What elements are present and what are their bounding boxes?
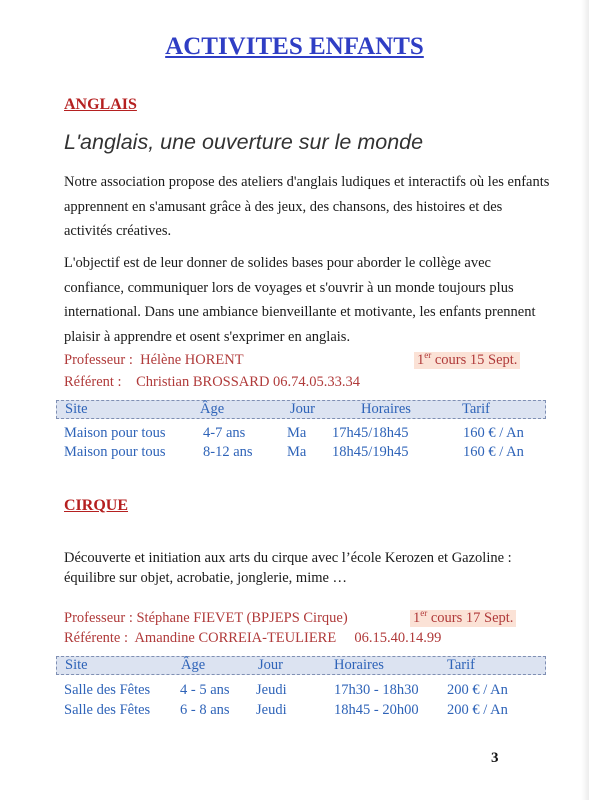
anglais-row1-jour: Ma: [287, 425, 307, 441]
cirque-col-tarif: Tarif: [447, 657, 475, 673]
page-title: ACTIVITES ENFANTS: [165, 33, 424, 60]
anglais-paragraph-2: L'objectif est de leur donner de solides bases pour aborder le collège avec confiance, communiquer lors de voyages et s'ouvrir à un monde toujours plus international. Dans une ambiance bienveillante et motivante, les enfants prennent plaisir à apprendre et osent s'exprimer en anglais.: [64, 255, 536, 345]
cirque-row2-tarif: 200 € / An: [447, 702, 508, 718]
anglais-row2-age: 8-12 ans: [203, 444, 253, 460]
cirque-row2-horaires: 18h45 - 20h00: [334, 702, 419, 718]
cirque-first-course-num: 1: [413, 610, 421, 626]
page-number: 3: [491, 750, 499, 766]
cirque-row2-site: Salle des Fêtes: [64, 702, 151, 718]
cirque-first-course-badge: [410, 610, 516, 627]
cirque-row1-horaires: 17h30 - 18h30: [334, 682, 419, 698]
anglais-col-jour: Jour: [290, 401, 315, 417]
anglais-row1-age: 4-7 ans: [203, 425, 246, 441]
cirque-referente: Référente : Amandine CORREIA-TEULIERE 06.15.40.14.99: [64, 630, 442, 646]
cirque-row1-tarif: 200 € / An: [447, 682, 508, 698]
section-heading-cirque: CIRQUE: [64, 497, 129, 514]
anglais-first-course-date: cours 15 Sept.: [431, 352, 518, 368]
page-edge-shadow: [581, 0, 589, 800]
cirque-col-horaires: Horaires: [334, 657, 384, 673]
cirque-professeur: Professeur : Stéphane FIEVET (BPJEPS Cirque): [64, 610, 348, 626]
cirque-first-course-date: cours 17 Sept.: [427, 610, 514, 626]
anglais-first-course-num: 1: [417, 352, 425, 368]
cirque-col-jour: Jour: [258, 657, 283, 673]
section-heading-anglais: ANGLAIS: [64, 96, 137, 113]
anglais-row2-horaires: 18h45/19h45: [332, 444, 409, 460]
anglais-row2-jour: Ma: [287, 444, 307, 460]
anglais-referent: Référent : Christian BROSSARD 06.74.05.33.34: [64, 374, 361, 390]
anglais-row2-site: Maison pour tous: [64, 444, 166, 460]
anglais-row1-tarif: 160 € / An: [463, 425, 524, 441]
anglais-first-course-badge: [414, 352, 520, 369]
cirque-row2-jour: Jeudi: [256, 702, 287, 718]
cirque-row1-age: 4 - 5 ans: [180, 682, 230, 698]
cirque-row1-site: Salle des Fêtes: [64, 682, 151, 698]
anglais-subtitle: L'anglais, une ouverture sur le monde: [64, 130, 424, 154]
anglais-professeur: Professeur : Hélène HORENT: [64, 352, 244, 368]
cirque-col-site: Site: [65, 657, 88, 673]
anglais-col-age: Âge: [200, 401, 225, 417]
cirque-row1-jour: Jeudi: [256, 682, 287, 698]
anglais-col-tarif: Tarif: [462, 401, 490, 417]
anglais-row2-tarif: 160 € / An: [463, 444, 524, 460]
anglais-first-course-sup: er: [424, 350, 432, 361]
anglais-col-site: Site: [65, 401, 88, 417]
anglais-col-horaires: Horaires: [361, 401, 411, 417]
cirque-first-course-sup: er: [420, 608, 428, 619]
anglais-row1-horaires: 17h45/18h45: [332, 425, 409, 441]
cirque-paragraph: Découverte et initiation aux arts du cirque avec l’école Kerozen et Gazoline : équilibre sur objet, acrobatie, jonglerie, mime …: [64, 550, 512, 586]
anglais-paragraph-1: Notre association propose des ateliers d'anglais ludiques et interactifs où les enfants apprennent en s'amusant grâce à des jeux, des chansons, des histoires et des activités créatives.: [64, 174, 550, 239]
anglais-row1-site: Maison pour tous: [64, 425, 166, 441]
cirque-col-age: Âge: [181, 657, 206, 673]
cirque-row2-age: 6 - 8 ans: [180, 702, 230, 718]
